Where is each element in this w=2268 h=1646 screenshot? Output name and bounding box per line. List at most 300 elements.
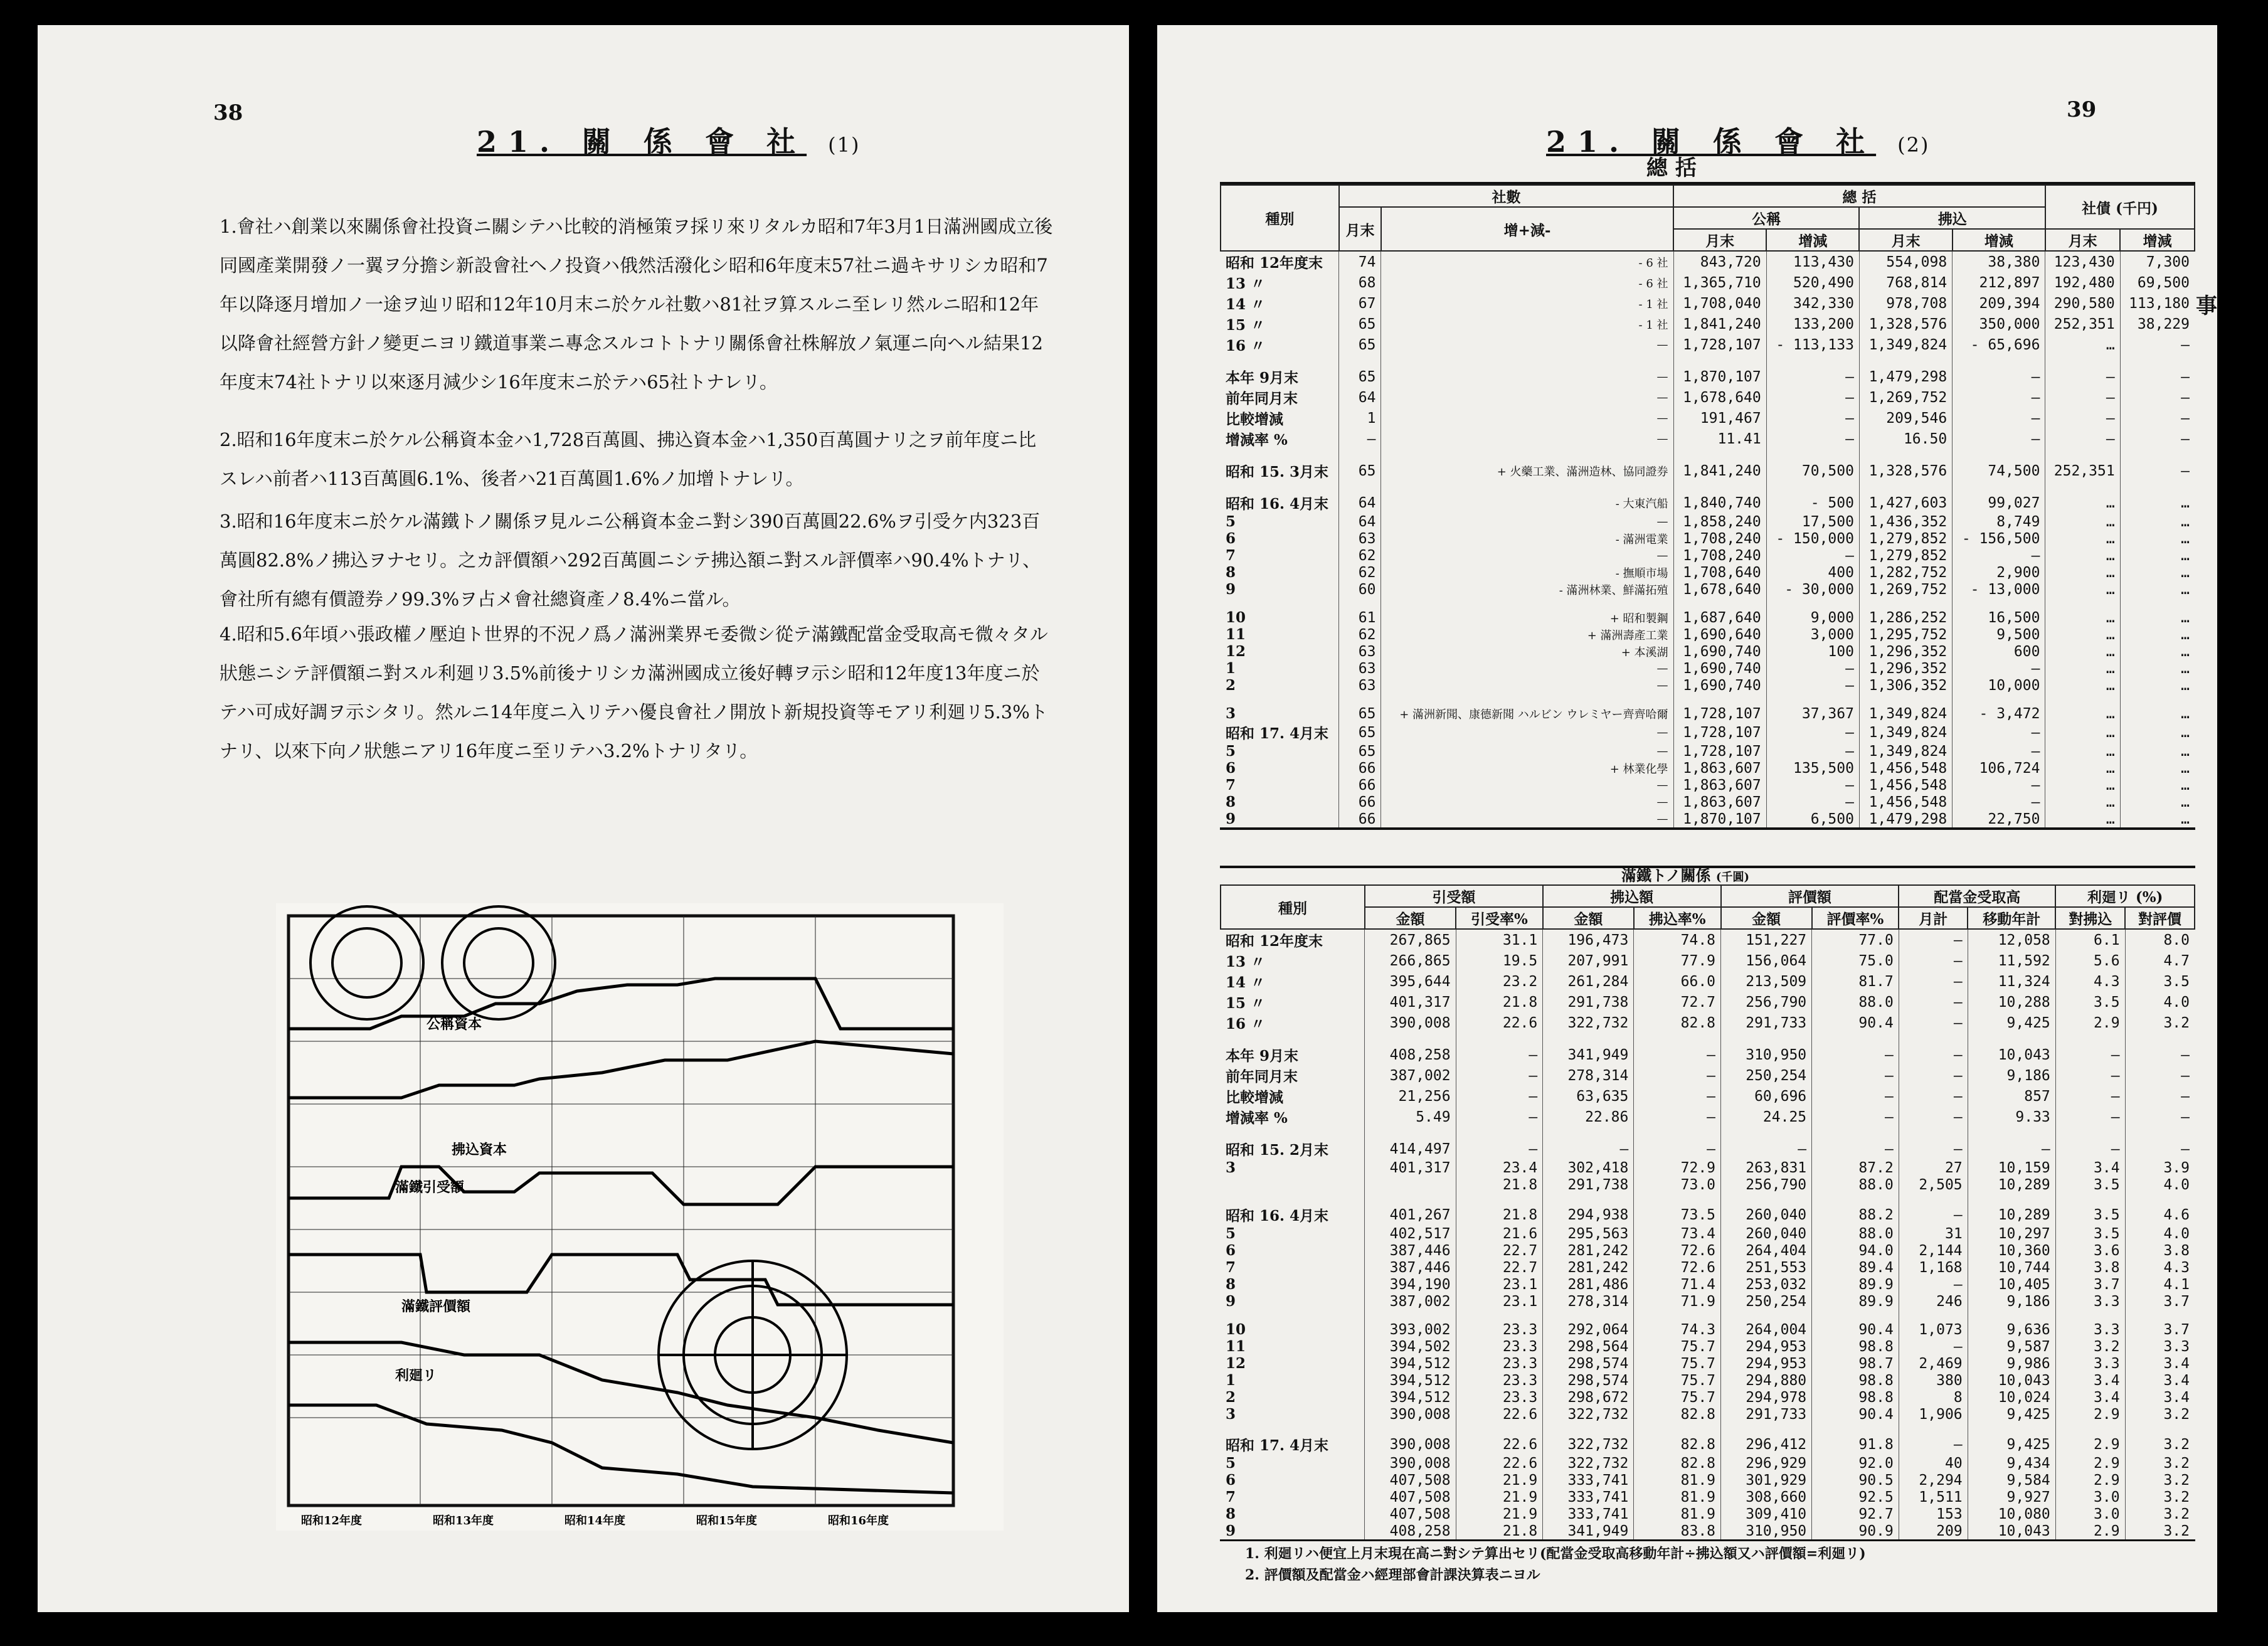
table-cell: … bbox=[2120, 547, 2195, 564]
table-cell: 1,708,240 bbox=[1673, 530, 1766, 547]
table-cell: 90.4 bbox=[1812, 1012, 1899, 1033]
table-cell: — bbox=[1543, 1139, 1634, 1159]
table-cell: 252,351 bbox=[2045, 314, 2120, 334]
table-cell: 8,749 bbox=[1953, 513, 2045, 530]
page-title bbox=[1546, 119, 1929, 161]
table-cell: 7 bbox=[1226, 1259, 1236, 1276]
table-row bbox=[1221, 492, 2195, 513]
table-row bbox=[1221, 1489, 2195, 1505]
table-row bbox=[1221, 530, 2195, 547]
table-cell: 21.6 bbox=[1456, 1225, 1543, 1242]
table-cell: — bbox=[2045, 408, 2120, 428]
table-cell: 3.4 bbox=[2125, 1372, 2195, 1389]
table-cell: 90.5 bbox=[1812, 1472, 1899, 1489]
table-cell: 比較增減 bbox=[1226, 1089, 1283, 1106]
table-row bbox=[1221, 1127, 2195, 1139]
table-cell: 75.7 bbox=[1634, 1355, 1721, 1372]
table-cell: 21.9 bbox=[1456, 1505, 1543, 1522]
table-row bbox=[1221, 1321, 2195, 1338]
table-cell: 3.4 bbox=[2055, 1159, 2125, 1176]
table-cell: 3,000 bbox=[1766, 626, 1859, 643]
table-cell bbox=[1221, 355, 1339, 366]
table-cell: — bbox=[2120, 408, 2195, 428]
table-cell bbox=[1721, 1310, 1812, 1321]
table-cell: 390,008 bbox=[1365, 1012, 1456, 1033]
table-cell: 1,863,607 bbox=[1673, 760, 1766, 777]
table-cell: 294,953 bbox=[1721, 1355, 1812, 1372]
table-cell: 8 bbox=[1226, 1505, 1236, 1522]
table-cell: 23.4 bbox=[1456, 1159, 1543, 1176]
table-cell: 209,394 bbox=[1953, 293, 2045, 314]
table-cell: 4.3 bbox=[2055, 971, 2125, 992]
table-cell bbox=[2125, 1310, 2195, 1321]
table-cell: 2.9 bbox=[2055, 1522, 2125, 1539]
table-cell: 增減率 % bbox=[1226, 1110, 1288, 1127]
table-cell: 1,479,298 bbox=[1859, 366, 1952, 387]
table-cell: 310,950 bbox=[1721, 1044, 1812, 1065]
table-cell: 22.6 bbox=[1456, 1012, 1543, 1033]
table-cell: 10,288 bbox=[1968, 992, 2055, 1012]
table-cell: — bbox=[1766, 408, 1859, 428]
table-cell: 8 bbox=[1226, 564, 1236, 581]
table-cell: - 3,472 bbox=[1953, 705, 2045, 722]
table-cell bbox=[1812, 1193, 1899, 1204]
table-row bbox=[1221, 777, 2195, 794]
table-cell: 23.2 bbox=[1456, 971, 1543, 992]
table-cell: 1 bbox=[1226, 660, 1236, 677]
table-cell bbox=[2045, 449, 2120, 460]
table-cell bbox=[2120, 481, 2195, 492]
table-cell: - 滿洲電業 bbox=[1381, 530, 1673, 547]
table-cell: 213,509 bbox=[1721, 971, 1812, 992]
th-zougen2: 增減 bbox=[1766, 229, 1859, 251]
table-cell: 88.0 bbox=[1812, 992, 1899, 1012]
table-cell bbox=[1899, 1423, 1968, 1434]
table-cell: - 156,500 bbox=[1953, 530, 2045, 547]
table-cell: 63,635 bbox=[1543, 1086, 1634, 1107]
table-cell: … bbox=[2045, 705, 2120, 722]
table-cell: … bbox=[2120, 794, 2195, 810]
table-cell: 15 〃 bbox=[1226, 317, 1266, 334]
table-cell: … bbox=[2045, 760, 2120, 777]
table-cell: 89.9 bbox=[1812, 1276, 1899, 1293]
table-cell: 62 bbox=[1339, 626, 1381, 643]
table-row bbox=[1221, 1505, 2195, 1522]
table-cell bbox=[1381, 598, 1673, 609]
table-cell: 65 bbox=[1339, 334, 1381, 355]
table-cell: — bbox=[1953, 722, 2045, 743]
table-cell: 23.3 bbox=[1456, 1355, 1543, 1372]
table-cell: 394,512 bbox=[1365, 1372, 1456, 1389]
table-row bbox=[1221, 1355, 2195, 1372]
table-cell: — bbox=[1456, 1139, 1543, 1159]
table-cell: 65 bbox=[1339, 722, 1381, 743]
table-cell: 10,289 bbox=[1968, 1204, 2055, 1225]
table-cell: 6,500 bbox=[1766, 810, 1859, 827]
th2-hyouka: 評價額 bbox=[1721, 885, 1899, 907]
table-cell: … bbox=[2045, 777, 2120, 794]
table-cell: 昭和 12年度末 bbox=[1226, 933, 1323, 950]
table-cell: 7 bbox=[1226, 777, 1236, 794]
table-row bbox=[1221, 387, 2195, 408]
table-cell: 600 bbox=[1953, 643, 2045, 660]
investment-chart bbox=[276, 903, 1004, 1531]
table-row bbox=[1221, 293, 2195, 314]
table-cell: — bbox=[1766, 660, 1859, 677]
table-cell: … bbox=[2045, 810, 2120, 827]
table-cell bbox=[1456, 1193, 1543, 1204]
table-cell: 3.2 bbox=[2125, 1455, 2195, 1472]
table-row bbox=[1221, 609, 2195, 626]
table-cell: — bbox=[1899, 1338, 1968, 1355]
table-row bbox=[1221, 660, 2195, 677]
table-cell: 21.8 bbox=[1456, 1204, 1543, 1225]
table-cell: 74 bbox=[1339, 251, 1381, 272]
table-cell: 10,297 bbox=[1968, 1225, 2055, 1242]
table-cell: 156,064 bbox=[1721, 950, 1812, 971]
table-cell bbox=[1953, 481, 2045, 492]
table-cell: 12,058 bbox=[1968, 929, 2055, 950]
table-cell: 23.1 bbox=[1456, 1276, 1543, 1293]
table-cell: 263,831 bbox=[1721, 1159, 1812, 1176]
table-cell: 123,430 bbox=[2045, 251, 2120, 272]
table-cell: — bbox=[1953, 777, 2045, 794]
table-cell: 24.25 bbox=[1721, 1107, 1812, 1127]
table-cell bbox=[1968, 1193, 2055, 1204]
table-cell: 1,282,752 bbox=[1859, 564, 1952, 581]
table-cell: 387,446 bbox=[1365, 1242, 1456, 1259]
table-cell: 1,456,548 bbox=[1859, 777, 1952, 794]
table-cell: 昭和 16. 4月末 bbox=[1226, 1208, 1329, 1224]
table-cell: 63 bbox=[1339, 660, 1381, 677]
table-cell bbox=[1381, 355, 1673, 366]
th2-hikiuke: 引受額 bbox=[1365, 885, 1543, 907]
table-cell: 本年 9月末 bbox=[1226, 369, 1299, 386]
table-cell: 3.2 bbox=[2125, 1434, 2195, 1455]
table-cell: 2,144 bbox=[1899, 1242, 1968, 1259]
table-cell bbox=[1812, 1423, 1899, 1434]
th-getsumatsu2: 月末 bbox=[1859, 229, 1952, 251]
th2-idou: 移動年計 bbox=[1968, 907, 2055, 929]
table-cell: 298,574 bbox=[1543, 1355, 1634, 1372]
table-cell: — bbox=[1381, 677, 1673, 694]
table-cell: 82.8 bbox=[1634, 1455, 1721, 1472]
table-cell bbox=[1221, 1033, 1365, 1044]
table-cell: 12 bbox=[1226, 1355, 1246, 1372]
table-cell: 1,728,107 bbox=[1673, 705, 1766, 722]
table-cell: 62 bbox=[1339, 564, 1381, 581]
table-cell bbox=[1456, 1127, 1543, 1139]
table-cell bbox=[1221, 449, 1339, 460]
table-cell: 74.3 bbox=[1634, 1321, 1721, 1338]
table-cell: 92.0 bbox=[1812, 1455, 1899, 1472]
table-cell: 11 bbox=[1226, 626, 1246, 643]
table-cell: 252,351 bbox=[2045, 460, 2120, 481]
table-cell: 75.7 bbox=[1634, 1338, 1721, 1355]
table-cell: 261,284 bbox=[1543, 971, 1634, 992]
table-cell: 3.8 bbox=[2055, 1259, 2125, 1276]
table-cell: 3.3 bbox=[2055, 1321, 2125, 1338]
table-cell: 5 bbox=[1226, 1455, 1236, 1472]
table-cell: 65 bbox=[1339, 743, 1381, 760]
table-cell: — bbox=[2045, 428, 2120, 449]
table-cell: 1,279,852 bbox=[1859, 530, 1952, 547]
table-cell: — bbox=[1766, 794, 1859, 810]
table-cell: 3.2 bbox=[2055, 1338, 2125, 1355]
table-row bbox=[1221, 1242, 2195, 1259]
table-cell: 209,546 bbox=[1859, 408, 1952, 428]
chart-x-13: 昭和13年度 bbox=[433, 1514, 494, 1527]
table-cell: … bbox=[2120, 810, 2195, 827]
table-cell: 61 bbox=[1339, 609, 1381, 626]
table-cell: — bbox=[1634, 1139, 1721, 1159]
table-cell: 401,267 bbox=[1365, 1204, 1456, 1225]
table-cell: 6.1 bbox=[2055, 929, 2125, 950]
table-cell: + 林業化學 bbox=[1381, 760, 1673, 777]
table-cell: 2.9 bbox=[2055, 1434, 2125, 1455]
table-cell: … bbox=[2120, 660, 2195, 677]
table-cell: 10,024 bbox=[1968, 1389, 2055, 1406]
table-cell bbox=[2055, 1310, 2125, 1321]
table-cell bbox=[1221, 1127, 1365, 1139]
table-cell: 1,306,352 bbox=[1859, 677, 1952, 694]
table-cell: — bbox=[1899, 1086, 1968, 1107]
table-cell bbox=[1721, 1423, 1812, 1434]
table-cell: 11,324 bbox=[1968, 971, 2055, 992]
th-shasu: 社數 bbox=[1339, 185, 1673, 207]
table-row bbox=[1221, 705, 2195, 722]
th2-tai-hyouka: 對評價 bbox=[2125, 907, 2195, 929]
table-cell: 322,732 bbox=[1543, 1406, 1634, 1423]
table-cell: 1,365,710 bbox=[1673, 272, 1766, 293]
table-cell: 9,636 bbox=[1968, 1321, 2055, 1338]
table-cell: + 昭和製鋼 bbox=[1381, 609, 1673, 626]
table-cell bbox=[1634, 1423, 1721, 1434]
table-cell bbox=[1221, 1423, 1365, 1434]
table-row bbox=[1221, 1310, 2195, 1321]
table-cell: 135,500 bbox=[1766, 760, 1859, 777]
table-cell: 100 bbox=[1766, 643, 1859, 660]
table-cell: 133,200 bbox=[1766, 314, 1859, 334]
table-row bbox=[1221, 1293, 2195, 1310]
table-cell: - 大東汽船 bbox=[1381, 492, 1673, 513]
table-cell: — bbox=[1968, 1139, 2055, 1159]
table-cell bbox=[1543, 1423, 1634, 1434]
table-cell: 1,687,640 bbox=[1673, 609, 1766, 626]
table-cell: — bbox=[2125, 1086, 2195, 1107]
table-cell: 98.8 bbox=[1812, 1338, 1899, 1355]
table-cell: 1,841,240 bbox=[1673, 460, 1766, 481]
table-cell: 73.5 bbox=[1634, 1204, 1721, 1225]
table-cell: 3 bbox=[1226, 1406, 1236, 1423]
table-cell: 68 bbox=[1339, 272, 1381, 293]
table-cell: 17,500 bbox=[1766, 513, 1859, 530]
table-cell: 292,064 bbox=[1543, 1321, 1634, 1338]
table-cell: 13 〃 bbox=[1226, 953, 1266, 970]
table-cell bbox=[1221, 1193, 1365, 1204]
table-cell: 16,500 bbox=[1953, 609, 2045, 626]
table-cell: 65 bbox=[1339, 705, 1381, 722]
table-cell: — bbox=[1766, 677, 1859, 694]
table-cell: 4.7 bbox=[2125, 950, 2195, 971]
table-cell: … bbox=[2045, 660, 2120, 677]
table-cell: 89.4 bbox=[1812, 1259, 1899, 1276]
table-cell: 301,929 bbox=[1721, 1472, 1812, 1489]
table-cell bbox=[1365, 1423, 1456, 1434]
table-cell bbox=[1721, 1033, 1812, 1044]
table-cell: 264,004 bbox=[1721, 1321, 1812, 1338]
table-cell: 1,870,107 bbox=[1673, 366, 1766, 387]
table-cell bbox=[1221, 1310, 1365, 1321]
table-cell bbox=[2055, 1193, 2125, 1204]
table-cell bbox=[1968, 1310, 2055, 1321]
table-cell: 3.3 bbox=[2055, 1355, 2125, 1372]
table-cell: 昭和 15. 3月末 bbox=[1226, 464, 1329, 481]
summary-table bbox=[1220, 182, 2195, 830]
table-cell: 768,814 bbox=[1859, 272, 1952, 293]
table-cell: 昭和 16. 4月末 bbox=[1226, 496, 1329, 512]
table-cell bbox=[1365, 1176, 1456, 1193]
table-cell: + 火藥工業、滿洲造林、協同證券 bbox=[1381, 460, 1673, 481]
table-cell bbox=[1766, 694, 1859, 705]
table-cell: 390,008 bbox=[1365, 1434, 1456, 1455]
table-cell: 81.7 bbox=[1812, 971, 1899, 992]
table-cell: 9,986 bbox=[1968, 1355, 2055, 1372]
table-cell: 9,434 bbox=[1968, 1455, 2055, 1472]
table-cell: 10,405 bbox=[1968, 1276, 2055, 1293]
table-cell: — bbox=[2120, 366, 2195, 387]
table-cell bbox=[2055, 1423, 2125, 1434]
table-cell: 5 bbox=[1226, 513, 1236, 530]
table-cell: 302,418 bbox=[1543, 1159, 1634, 1176]
page-title bbox=[477, 119, 860, 161]
left-page bbox=[38, 25, 1129, 1612]
chart-label-hikiuke: 滿鐵引受額 bbox=[395, 1179, 465, 1196]
table-cell bbox=[1543, 1310, 1634, 1321]
table-cell: 1,840,740 bbox=[1673, 492, 1766, 513]
table-cell bbox=[1456, 1033, 1543, 1044]
table-row bbox=[1221, 643, 2195, 660]
table-cell bbox=[1859, 355, 1952, 366]
table-cell: 21.8 bbox=[1456, 1522, 1543, 1539]
table-cell: — bbox=[1899, 950, 1968, 971]
table-row bbox=[1221, 460, 2195, 481]
table-cell: 6 bbox=[1226, 530, 1236, 547]
table-cell: 6 bbox=[1226, 760, 1236, 777]
title-sub: (2) bbox=[1897, 133, 1930, 157]
th2-getsukei: 月計 bbox=[1899, 907, 1968, 929]
table-cell bbox=[1339, 694, 1381, 705]
th2-kind: 種別 bbox=[1221, 885, 1365, 929]
table-cell: 67 bbox=[1339, 293, 1381, 314]
table-cell: — bbox=[1456, 1107, 1543, 1127]
chart-label-hyouka: 滿鐵評價額 bbox=[401, 1298, 471, 1315]
table-cell: 554,098 bbox=[1859, 251, 1952, 272]
th2-haraikomi-ritsu: 拂込率% bbox=[1634, 907, 1721, 929]
table-cell bbox=[1381, 694, 1673, 705]
table-cell: 310,950 bbox=[1721, 1522, 1812, 1539]
table-cell: 66 bbox=[1339, 794, 1381, 810]
table-cell: … bbox=[2045, 547, 2120, 564]
table-cell bbox=[1673, 355, 1766, 366]
table-cell: — bbox=[1953, 547, 2045, 564]
table-row bbox=[1221, 810, 2195, 827]
table-cell: — bbox=[1381, 660, 1673, 677]
table-row bbox=[1221, 366, 2195, 387]
table-cell: 2.9 bbox=[2055, 1012, 2125, 1033]
table-cell bbox=[1859, 481, 1952, 492]
table-cell: 342,330 bbox=[1766, 293, 1859, 314]
table-cell: … bbox=[2120, 777, 2195, 794]
table-cell bbox=[1721, 1193, 1812, 1204]
table-cell: 90.4 bbox=[1812, 1321, 1899, 1338]
table-cell: 3.7 bbox=[2125, 1321, 2195, 1338]
table-cell: 212,897 bbox=[1953, 272, 2045, 293]
table-cell: - 13,000 bbox=[1953, 581, 2045, 598]
table-cell: — bbox=[1953, 794, 2045, 810]
table-cell: — bbox=[2055, 1065, 2125, 1086]
table-cell: 10,360 bbox=[1968, 1242, 2055, 1259]
table-cell: 23.1 bbox=[1456, 1293, 1543, 1310]
table-cell: — bbox=[1339, 428, 1381, 449]
table-cell: 6 bbox=[1226, 1472, 1236, 1489]
table-cell: 2.9 bbox=[2055, 1455, 2125, 1472]
table-row bbox=[1221, 1406, 2195, 1423]
table-cell: — bbox=[1381, 743, 1673, 760]
table-cell: 1,456,548 bbox=[1859, 760, 1952, 777]
table-cell: — bbox=[2120, 428, 2195, 449]
table-row bbox=[1221, 1044, 2195, 1065]
table-cell: 前年同月末 bbox=[1226, 1068, 1298, 1085]
table-cell: … bbox=[2120, 530, 2195, 547]
table-cell: 1,456,548 bbox=[1859, 794, 1952, 810]
table-cell: 9 bbox=[1226, 1293, 1236, 1310]
table-cell: — bbox=[1953, 408, 2045, 428]
table-cell: 10,080 bbox=[1968, 1505, 2055, 1522]
table-cell: 38,229 bbox=[2120, 314, 2195, 334]
table-cell: 8 bbox=[1226, 794, 1236, 810]
table-cell bbox=[1634, 1193, 1721, 1204]
table-cell: 393,002 bbox=[1365, 1321, 1456, 1338]
table-cell: — bbox=[1899, 971, 1968, 992]
table-cell: 63 bbox=[1339, 530, 1381, 547]
chart-x-16: 昭和16年度 bbox=[828, 1514, 889, 1527]
table-cell: - 30,000 bbox=[1766, 581, 1859, 598]
table-cell: 407,508 bbox=[1365, 1472, 1456, 1489]
table-row bbox=[1221, 1522, 2195, 1539]
table-cell: - 500 bbox=[1766, 492, 1859, 513]
table-cell: — bbox=[1812, 1139, 1899, 1159]
table-cell: 3.5 bbox=[2055, 1225, 2125, 1242]
table-row bbox=[1221, 722, 2195, 743]
table-cell: 1,349,824 bbox=[1859, 705, 1952, 722]
table-cell: 64 bbox=[1339, 387, 1381, 408]
table-cell: — bbox=[1953, 743, 2045, 760]
table-row bbox=[1221, 929, 2195, 950]
table-cell bbox=[1766, 355, 1859, 366]
table-cell: 1 bbox=[1226, 1372, 1236, 1389]
table-cell: 400 bbox=[1766, 564, 1859, 581]
table-cell bbox=[2045, 481, 2120, 492]
table-cell: 7,300 bbox=[2120, 251, 2195, 272]
table-cell bbox=[1381, 481, 1673, 492]
table-cell: 3.4 bbox=[2055, 1389, 2125, 1406]
table-cell: 4.6 bbox=[2125, 1204, 2195, 1225]
table-cell: 3.8 bbox=[2125, 1242, 2195, 1259]
table-cell: 64 bbox=[1339, 492, 1381, 513]
table-cell: 260,040 bbox=[1721, 1225, 1812, 1242]
table-cell: - 6 社 bbox=[1381, 272, 1673, 293]
